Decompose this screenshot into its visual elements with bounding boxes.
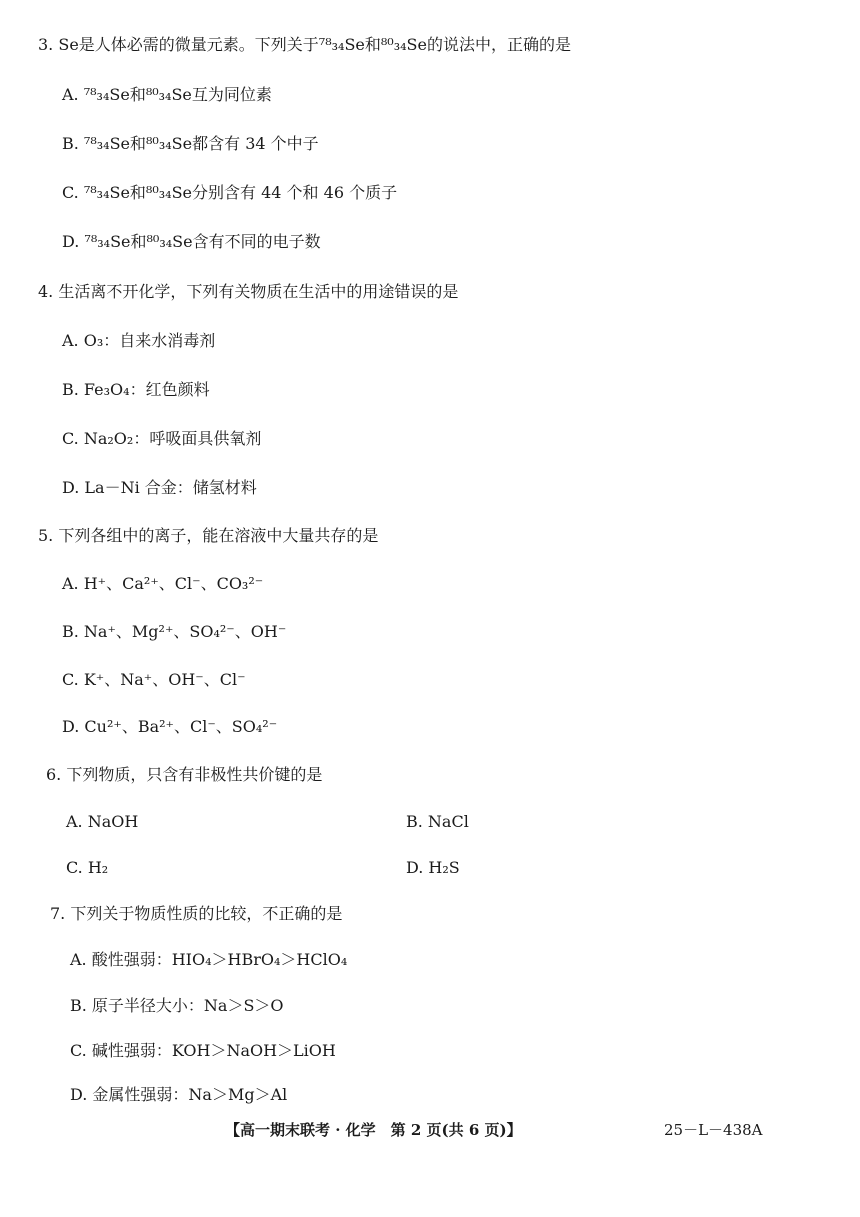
question-3-option-a: A. ⁷⁸₃₄Se和⁸⁰₃₄Se互为同位素 [62,85,272,104]
question-6-option-c: C. H₂ [66,858,109,877]
question-5-option-b: B. Na⁺、Mg²⁺、SO₄²⁻、OH⁻ [62,622,287,641]
question-7-stem: 7. 下列关于物质性质的比较，不正确的是 [50,904,343,923]
question-4-stem: 4. 生活离不开化学，下列有关物质在生活中的用途错误的是 [38,282,459,301]
question-6-option-a: A. NaOH [66,812,139,831]
question-4-option-b: B. Fe₃O₄：红色颜料 [62,380,210,399]
question-5-option-a: A. H⁺、Ca²⁺、Cl⁻、CO₃²⁻ [62,574,264,593]
question-6-option-b: B. NaCl [406,812,469,831]
question-3-option-d: D. ⁷⁸₃₄Se和⁸⁰₃₄Se含有不同的电子数 [62,232,321,251]
question-7-option-d: D. 金属性强弱：Na＞Mg＞Al [70,1085,288,1104]
paper-code: 25－L－438A [664,1121,763,1139]
question-6-stem: 6. 下列物质，只含有非极性共价键的是 [46,765,323,784]
question-3-stem: 3. Se是人体必需的微量元素。下列关于⁷⁸₃₄Se和⁸⁰₃₄Se的说法中，正确的是 [38,35,571,54]
question-7-option-a: A. 酸性强弱：HIO₄＞HBrO₄＞HClO₄ [70,950,348,969]
question-4-option-c: C. Na₂O₂：呼吸面具供氧剂 [62,429,262,448]
question-4-option-d: D. La－Ni 合金：储氢材料 [62,478,257,497]
question-5-option-c: C. K⁺、Na⁺、OH⁻、Cl⁻ [62,670,246,689]
question-3-option-b: B. ⁷⁸₃₄Se和⁸⁰₃₄Se都含有 34 个中子 [62,134,319,153]
page-footer-label: 【高一期末联考 · 化学 第 2 页(共 6 页)】 [225,1121,522,1139]
question-4-option-a: A. O₃：自来水消毒剂 [62,331,216,350]
question-6-option-d: D. H₂S [406,858,460,877]
question-3-option-c: C. ⁷⁸₃₄Se和⁸⁰₃₄Se分别含有 44 个和 46 个质子 [62,183,398,202]
question-7-option-b: B. 原子半径大小：Na＞S＞O [70,996,284,1015]
question-5-option-d: D. Cu²⁺、Ba²⁺、Cl⁻、SO₄²⁻ [62,717,278,736]
question-7-option-c: C. 碱性强弱：KOH＞NaOH＞LiOH [70,1041,336,1060]
question-5-stem: 5. 下列各组中的离子，能在溶液中大量共存的是 [38,526,379,545]
